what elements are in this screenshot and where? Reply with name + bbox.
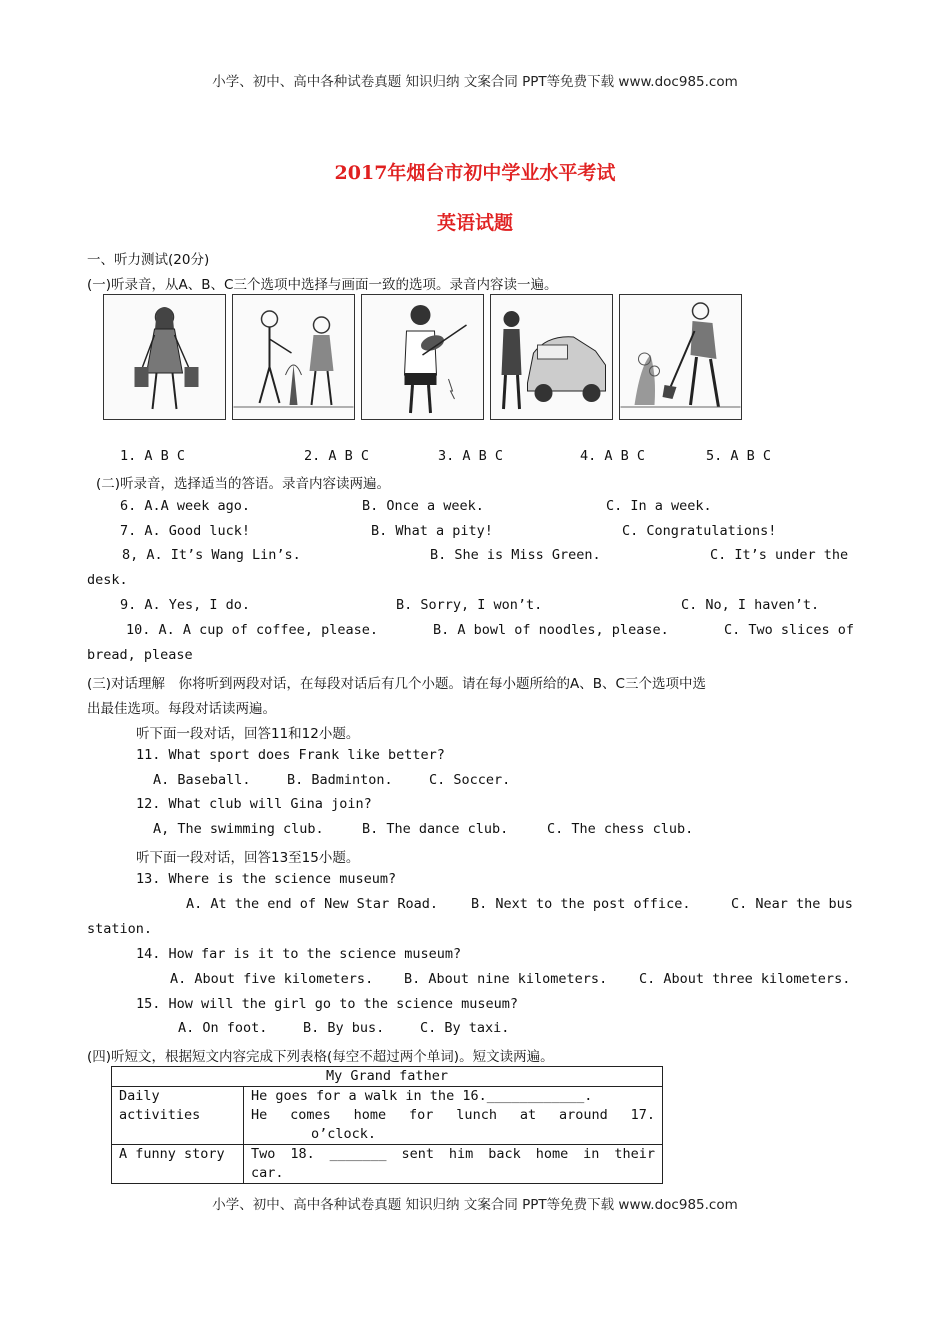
exam-title: 2017年烟台市初中学业水平考试 <box>334 162 616 184</box>
picture-strip <box>103 294 739 420</box>
page-header: 小学、初中、高中各种试卷真题 知识归纳 文案合同 PPT等免费下载 www.doc985.com <box>212 74 738 90</box>
picture-answer-5: 5. A B C <box>706 448 772 464</box>
blank-18-continuation: car. <box>251 1165 284 1181</box>
q9-option-c: C. No, I haven’t. <box>681 597 820 613</box>
picture-answer-4: 4. A B C <box>580 448 646 464</box>
q14-option-a: A. About five kilometers. <box>170 971 374 987</box>
picture-answer-2: 2. A B C <box>304 448 370 464</box>
q12-option-b: B. The dance club. <box>362 821 509 837</box>
q12-stem: 12. What club will Gina join? <box>136 796 372 812</box>
q10-continuation: bread, please <box>87 647 193 663</box>
q8-option-c: C. It’s under the <box>710 547 849 563</box>
q13-option-a: A. At the end of New Star Road. <box>186 896 438 912</box>
q13-option-b: B. Next to the post office. <box>471 896 691 912</box>
table-row <box>112 1087 663 1145</box>
q8-continuation: desk. <box>87 572 128 588</box>
q6-option-c: C. In a week. <box>606 498 712 514</box>
q14-option-b: B. About nine kilometers. <box>404 971 608 987</box>
q13-option-c: C. Near the bus <box>731 896 853 912</box>
q10-option-c: C. Two slices of <box>724 622 855 638</box>
man-digging-garden-icon <box>619 294 742 420</box>
q11-option-a: A. Baseball. <box>153 772 251 788</box>
q12-option-a: A, The swimming club. <box>153 821 324 837</box>
blank-17-line: He comes home for lunch at around 17. <box>251 1107 655 1123</box>
q8-option-a: 8, A. It’s Wang Lin’s. <box>122 547 301 563</box>
grandfather-table <box>111 1066 663 1184</box>
table-row <box>112 1145 663 1184</box>
q15-stem: 15. How will the girl go to the science museum? <box>136 996 519 1012</box>
q13-stem: 13. Where is the science museum? <box>136 871 397 887</box>
part3-instructions-cont: 出最佳选项。每段对话读两遍。 <box>87 701 276 717</box>
q7-option-c: C. Congratulations! <box>622 523 777 539</box>
girl-shopping-bags-icon <box>103 294 226 420</box>
dialog1-intro: 听下面一段对话，回答11和12小题。 <box>136 726 360 742</box>
dialog2-intro: 听下面一段对话，回答13至15小题。 <box>136 850 360 866</box>
q14-option-c: C. About three kilometers. <box>639 971 851 987</box>
blank-17-continuation: o’clock. <box>311 1126 377 1142</box>
boy-playing-violin-icon <box>361 294 484 420</box>
q11-stem: 11. What sport does Frank like better? <box>136 747 445 763</box>
table-caption: My Grand father <box>112 1067 663 1087</box>
funny-story-label: A funny story <box>112 1145 244 1184</box>
picture-answer-1: 1. A B C <box>120 448 186 464</box>
blank-16-line: He goes for a walk in the 16.____________. <box>251 1088 593 1104</box>
q14-stem: 14. How far is it to the science museum? <box>136 946 462 962</box>
picture-answer-3: 3. A B C <box>438 448 504 464</box>
q11-option-c: C. Soccer. <box>429 772 511 788</box>
q15-option-b: B. By bus. <box>303 1020 385 1036</box>
people-planting-trees-icon <box>232 294 355 420</box>
page-footer: 小学、初中、高中各种试卷真题 知识归纳 文案合同 PPT等免费下载 www.doc985.com <box>212 1197 738 1213</box>
q9-option-b: B. Sorry, I won’t. <box>396 597 543 613</box>
man-washing-car-icon <box>490 294 613 420</box>
part4-instructions: (四)听短文，根据短文内容完成下列表格(每空不超过两个单词)。短文读两遍。 <box>87 1049 554 1065</box>
part3-instructions: (三)对话理解 你将听到两段对话，在每段对话后有几个小题。请在每小题所给的A、B、C三个选项中选 <box>87 676 706 692</box>
q15-option-c: C. By taxi. <box>420 1020 510 1036</box>
q6-option-b: B. Once a week. <box>362 498 484 514</box>
q11-option-b: B. Badminton. <box>287 772 393 788</box>
exam-subtitle: 英语试题 <box>436 212 513 234</box>
q9-option-a: 9. A. Yes, I do. <box>120 597 251 613</box>
daily-activities-label: Daily activities <box>112 1087 244 1145</box>
q7-option-b: B. What a pity! <box>371 523 493 539</box>
blank-18-line: Two 18. _______ sent him back home in their <box>251 1146 655 1162</box>
q15-option-a: A. On foot. <box>178 1020 268 1036</box>
q6-option-a: 6. A.A week ago. <box>120 498 251 514</box>
part2-instructions: (二)听录音，选择适当的答语。录音内容读两遍。 <box>96 476 391 492</box>
q10-option-a: 10. A. A cup of coffee, please. <box>126 622 378 638</box>
q8-option-b: B. She is Miss Green. <box>430 547 601 563</box>
q10-option-b: B. A bowl of noodles, please. <box>433 622 669 638</box>
q13-continuation: station. <box>87 921 153 937</box>
part1-instructions: (一)听录音，从A、B、C三个选项中选择与画面一致的选项。录音内容读一遍。 <box>87 277 558 293</box>
section-heading: 一、听力测试(20分) <box>87 252 210 268</box>
q12-option-c: C. The chess club. <box>547 821 694 837</box>
q7-option-a: 7. A. Good luck! <box>120 523 251 539</box>
